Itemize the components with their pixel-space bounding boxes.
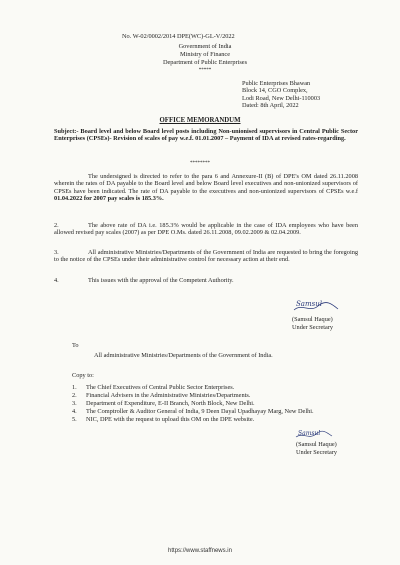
paragraph-3 bbox=[54, 249, 358, 264]
signatory-name: (Samsul Haque) bbox=[296, 441, 337, 448]
subject: Subject:- Board level and below Board level posts including Non-unionised supervisors in Central Public Sector Enterprises (CPSEs)- Revision of scales of pay w.e.f. 01.01.2007 – Payment of IDA at revised rates-regarding. bbox=[54, 128, 358, 143]
list-item bbox=[72, 416, 362, 423]
list-item-text: The Chief Executives of Central Public Sector Enterprises. bbox=[86, 384, 235, 391]
list-item-number: 5. bbox=[72, 416, 77, 423]
copy-to-label: Copy to: bbox=[72, 372, 94, 379]
signature-scribble: Samsul bbox=[296, 300, 322, 308]
footer-url[interactable]: https://www.staffnews.in bbox=[168, 548, 232, 554]
signature-scribble: Samsul bbox=[298, 430, 321, 437]
copy-to-list bbox=[72, 384, 362, 424]
govt-line: Government of India bbox=[178, 43, 232, 50]
paragraph-4-text: This issues with the approval of the Competent Authority. bbox=[88, 277, 234, 284]
memo-date: Dated: 8th April, 2022 bbox=[242, 102, 299, 110]
department-line: Department of Public Enterprises bbox=[162, 59, 248, 66]
ministry-line: Ministry of Finance bbox=[179, 51, 231, 58]
list-item-number: 3. bbox=[72, 400, 77, 407]
list-item bbox=[72, 400, 362, 407]
signatory-designation: Under Secretary bbox=[296, 449, 338, 456]
list-item-text: NIC, DPE with the request to upload this OM on the DPE website. bbox=[86, 416, 255, 423]
memo-title: OFFICE MEMORANDUM bbox=[159, 117, 241, 124]
list-item bbox=[72, 408, 362, 415]
list-item-text: Department of Expenditure, E-II Branch, North Block, New Delhi. bbox=[86, 400, 255, 407]
paragraph-2 bbox=[54, 222, 358, 237]
address-block bbox=[242, 80, 320, 110]
list-item-number: 1. bbox=[72, 384, 77, 391]
file-number: No. W-02/0002/2014 DPE(WC)-GL-V/2022 bbox=[122, 33, 235, 40]
list-item-number: 4. bbox=[72, 408, 77, 415]
list-item-number: 2. bbox=[72, 392, 77, 399]
address-line: Public Enterprises Bhawan bbox=[242, 80, 311, 87]
header-dots: ***** bbox=[198, 68, 212, 73]
paragraph-4 bbox=[54, 277, 358, 284]
to-label: To bbox=[72, 342, 79, 349]
signature-stroke-icon bbox=[294, 430, 334, 440]
list-item-text: The Comptroller & Auditor General of India, 9 Deen Dayal Upadhayay Marg, New Delhi. bbox=[86, 408, 314, 415]
paragraph-1-text: The undersigned is directed to refer to the para 6 and Annexure-II (B) of DPE's OM dated 26.11.2008 wherein the rates of DA payable to the Board level and below Board level executives and non-unionized supervisors of CPSEs have been indicated. The rate of DA payable to the executives and non-unionized supervisors of CPSEs w.e.f bbox=[54, 173, 358, 195]
address-line: Lodi Road, New Delhi-110003 bbox=[242, 94, 321, 102]
paragraph-number: 2. bbox=[54, 222, 59, 229]
to-recipients: All administrative Ministries/Departments of the Government of India. bbox=[94, 352, 273, 359]
paragraph-1-highlight: 01.04.2022 for 2007 pay scales is 185.3%. bbox=[54, 195, 164, 203]
signature-stroke-icon bbox=[292, 301, 340, 313]
signatory-name: (Samsul Haque) bbox=[292, 316, 333, 323]
paragraph-number: 4. bbox=[54, 277, 59, 284]
paragraph-3-text: All administrative Ministries/Departments of the Government of India are requested to bring the foregoing to the notice of the CPSEs under their administrative control for necessary action at their end. bbox=[54, 249, 358, 264]
paragraph-2-text: The above rate of DA i.e. 185.3% would be applicable in the case of IDA employees who have been allowed revised pay scales (2007) as per DPE O.Ms. dated 26.11.2008, 09.02.2009 & 02.04.2009. bbox=[54, 222, 358, 237]
list-item-text: Financial Advisers in the Administrative Ministries/Departments. bbox=[86, 392, 251, 399]
signatory-designation: Under Secretary bbox=[292, 324, 334, 331]
paragraph-number: 3. bbox=[54, 249, 59, 256]
subject-divider: ******** bbox=[190, 161, 210, 166]
list-item bbox=[72, 384, 362, 391]
address-line: Block 14, CGO Complex, bbox=[242, 87, 308, 95]
paragraph-1 bbox=[54, 173, 358, 203]
list-item bbox=[72, 392, 362, 399]
